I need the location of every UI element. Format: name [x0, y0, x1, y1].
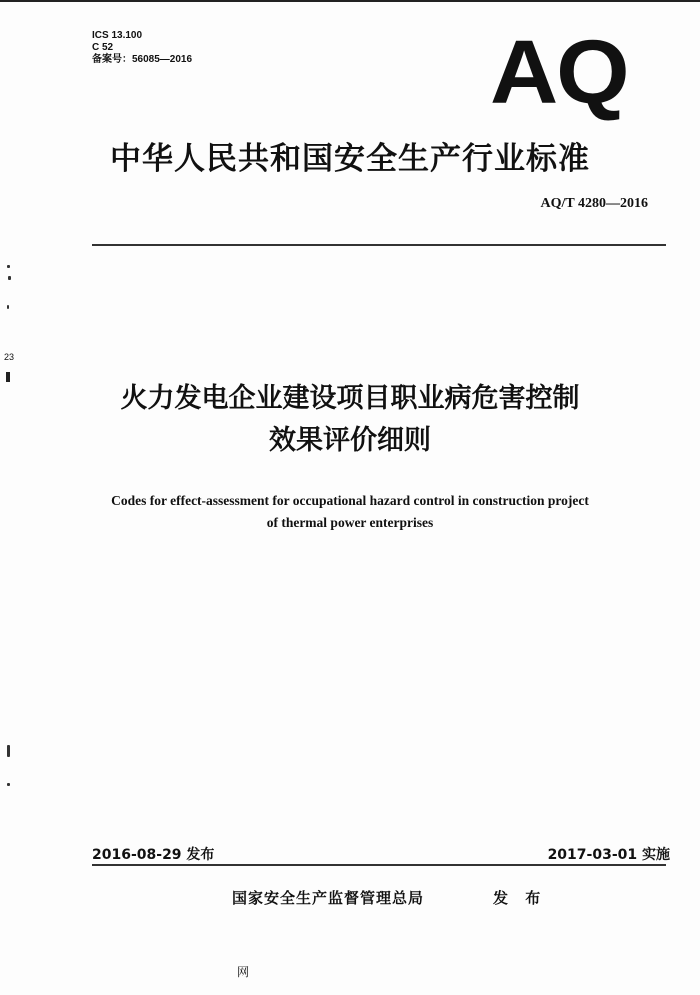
chinese-title-line1: 火力发电企业建设项目职业病危害控制 — [120, 383, 580, 414]
aq-logo: AQ — [490, 23, 628, 123]
top-edge-line — [0, 0, 700, 2]
scan-speck — [7, 265, 10, 268]
scan-speck — [7, 783, 10, 786]
english-title — [0, 490, 700, 534]
filing-number: 备案号：56085—2016 — [92, 54, 193, 65]
implementation-date: 2017-03-01 实施 — [547, 847, 670, 863]
classification-block — [92, 30, 192, 66]
margin-mark — [6, 372, 10, 382]
english-title-line2: of thermal power enterprises — [266, 515, 434, 530]
margin-number: 23 — [4, 352, 15, 362]
issue-verb: 发 布 — [493, 889, 547, 907]
standard-type-heading: 中华人民共和国安全生产行业标准 — [110, 141, 590, 177]
ccs-code: C 52 — [92, 42, 114, 53]
scan-speck — [8, 276, 11, 280]
english-title-line1: Codes for effect-assessment for occupational hazard control in construction project — [111, 493, 589, 508]
publish-date: 2016-08-29 发布 — [92, 847, 215, 863]
standard-code: AQ/T 4280—2016 — [540, 196, 648, 211]
chinese-title-line2: 效果评价细则 — [269, 425, 431, 456]
scan-speck — [7, 745, 10, 757]
issuing-authority: 国家安全生产监督管理总局 — [232, 889, 425, 907]
ics-code: ICS 13.100 — [92, 30, 143, 41]
footer-mark: 网 — [237, 965, 250, 979]
top-divider — [92, 244, 666, 246]
chinese-title — [0, 378, 700, 462]
bottom-divider — [92, 864, 666, 866]
scan-speck — [7, 305, 9, 309]
